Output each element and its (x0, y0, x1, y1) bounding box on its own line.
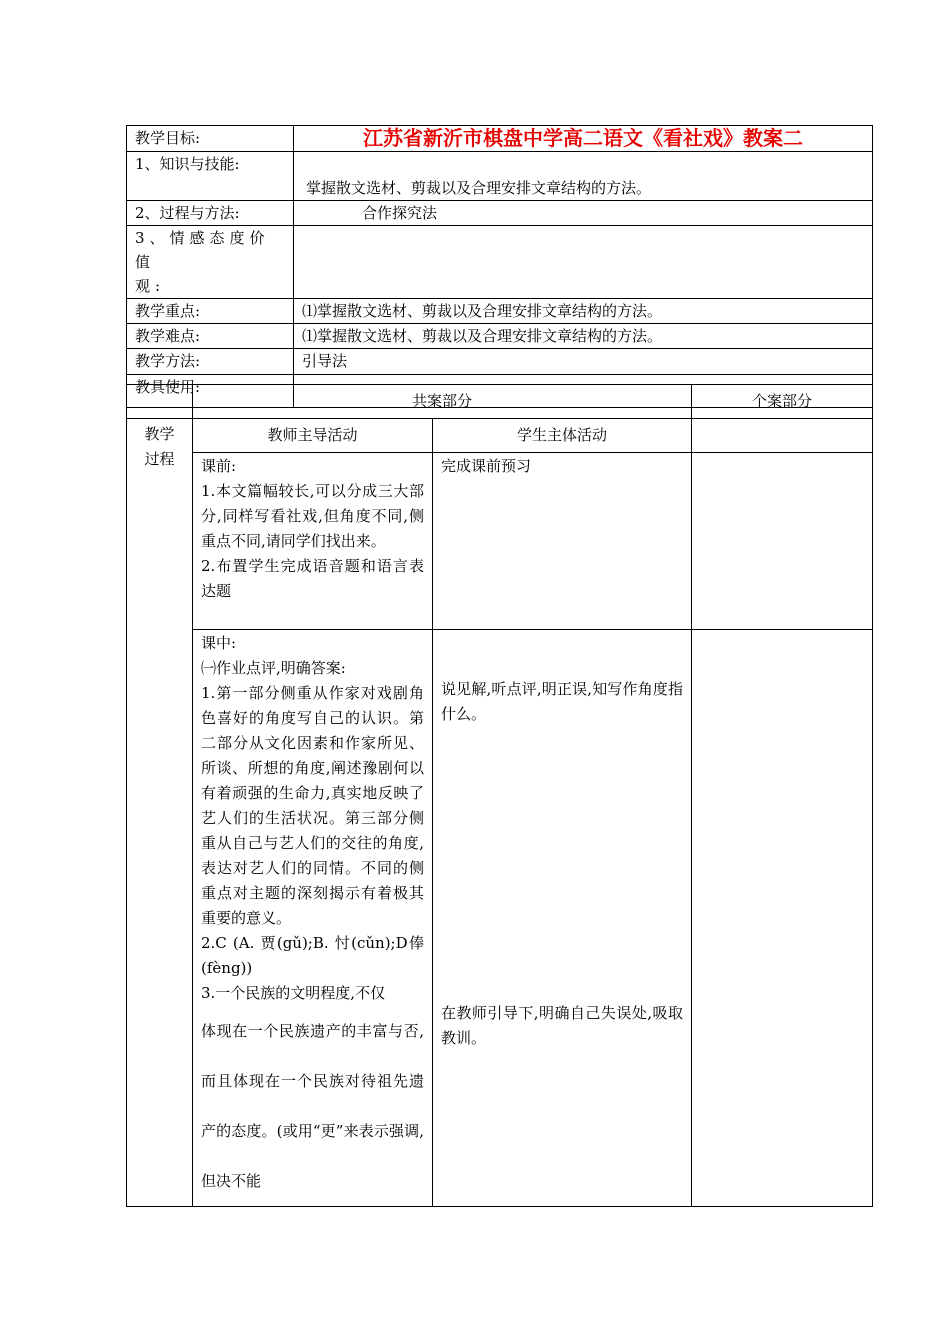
shared-section-header: 共案部分 (193, 385, 692, 419)
side-label-line2: 过程 (144, 450, 175, 468)
in-class-subtitle: ㈠作业点评,明确答案: (201, 659, 346, 677)
difficulty-value: ⑴掌握散文选材、剪裁以及合理安排文章结构的方法。 (294, 324, 873, 349)
method-value: 引导法 (294, 349, 873, 375)
teacher-activity-header: 教师主导活动 (193, 419, 433, 453)
key-point-value: ⑴掌握散文选材、剪裁以及合理安排文章结构的方法。 (294, 299, 873, 324)
in-class-item-2: 2.C (A. 贾(gǔ);B. 忖(cǔn);D俸(fèng)) (201, 934, 424, 977)
in-class-student-cell (433, 630, 692, 1207)
in-class-item-1: 1.第一部分侧重从作家对戏剧角色喜好的角度写自己的认识。第二部分从文化因素和作家所见、所谈、所想的角度,阐述豫剧何以有着顽强的生命力,真实地反映了艺人们的生活状况。第三部分侧重从自己与艺人们的交往的角度,表达对艺人们的同情。不同的侧重点对主题的深刻揭示有着极其重要的意义。 (201, 684, 424, 927)
pre-class-individual-cell (692, 453, 873, 630)
goal-label: 教学目标: (127, 126, 294, 152)
pre-class-teacher-cell (193, 453, 433, 630)
in-class-student-text-2: 在教师引导下,明确自己失误处,吸取教训。 (441, 1004, 684, 1047)
lesson-info-table (126, 125, 873, 408)
method-label: 教学方法: (127, 349, 294, 375)
tools-label: 教具使用: (127, 375, 294, 408)
in-class-student-text-1: 说见解,听点评,明正误,知写作角度指什么。 (441, 680, 684, 723)
pre-class-item-2: 2.布置学生完成语音题和语言表达题 (201, 557, 424, 600)
attitude-label-line1: 3、情感态度价值 (135, 229, 270, 271)
in-class-item-3b: 体现在一个民族遗产的丰富与否,而且体现在一个民族对待祖先遗产的态度。(或用“更”来表示强调,但决不能 (201, 1022, 424, 1190)
in-class-individual-cell (692, 630, 873, 1207)
individual-header-blank (692, 419, 873, 453)
key-point-label: 教学重点: (127, 299, 294, 324)
pre-class-item-1: 1.本文篇幅较长,可以分成三大部分,同样写看社戏,但角度不同,侧重点不同,请同学们找出来。 (201, 482, 424, 550)
in-class-title: 课中: (201, 634, 237, 652)
pre-class-student-cell (433, 453, 692, 630)
in-class-teacher-cell (193, 630, 433, 1207)
difficulty-label: 教学难点: (127, 324, 294, 349)
process-side-label (127, 419, 193, 1207)
in-class-item-3a: 3.一个民族的文明程度,不仅 (201, 984, 386, 1002)
process-label: 2、过程与方法: (127, 201, 294, 226)
attitude-value (294, 226, 873, 299)
attitude-label-line2: 观: (135, 277, 166, 295)
individual-section-header: 个案部分 (692, 385, 873, 419)
document-title: 江苏省新沂市棋盘中学高二语文《看社戏》教案二 (294, 126, 873, 152)
knowledge-value: 掌握散文选材、剪裁以及合理安排文章结构的方法。 (294, 152, 873, 201)
process-value: 合作探究法 (294, 201, 873, 226)
pre-class-student-text: 完成课前预习 (441, 457, 532, 475)
student-activity-header: 学生主体活动 (433, 419, 692, 453)
knowledge-label: 1、知识与技能: (127, 152, 294, 201)
attitude-label (127, 226, 294, 299)
teaching-process-table (126, 384, 873, 1207)
pre-class-title: 课前: (201, 457, 237, 475)
process-blank-cell (127, 385, 193, 419)
side-label-line1: 教学 (144, 425, 175, 443)
